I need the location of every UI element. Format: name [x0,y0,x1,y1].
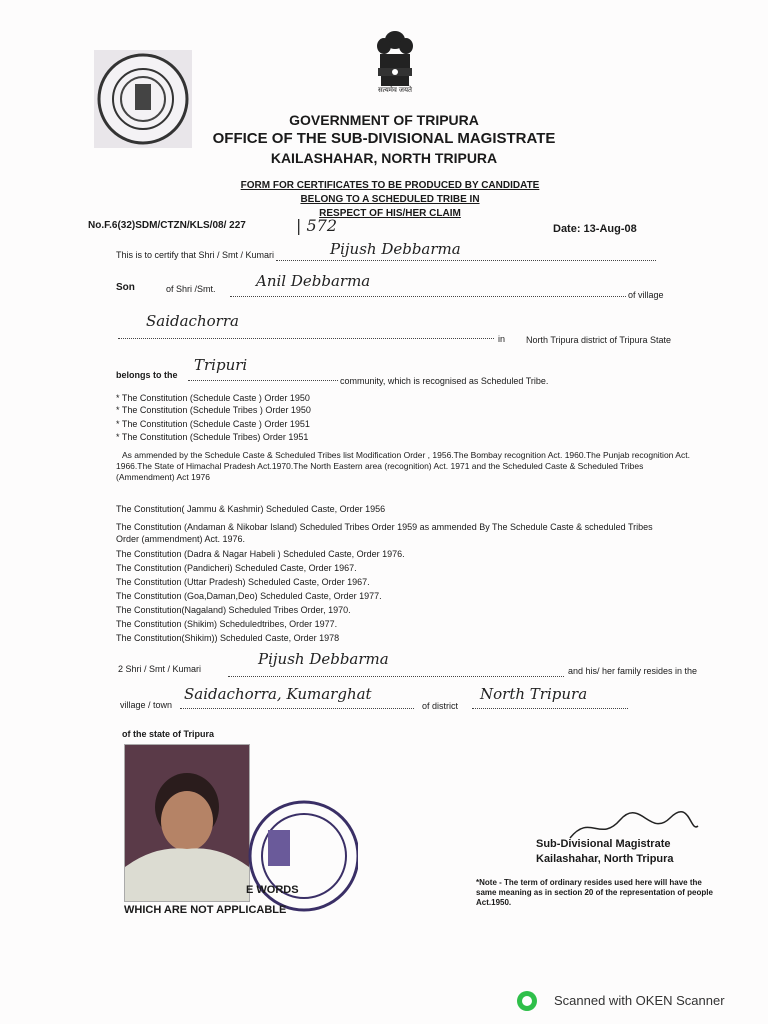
candidate-name: Pijush Debbarma [330,240,461,258]
para2-name: Pijush Debbarma [258,650,389,668]
of-village-label: of village [628,290,664,300]
father-name: Anil Debbarma [256,272,371,290]
community-suffix: community, which is recognised as Scheduled Tribe. [340,376,549,386]
scanner-watermark: Scanned with OKEN Scanner [554,993,725,1008]
order-line: * The Constitution (Schedule Caste ) Order 1951 [116,419,310,429]
certificate-date: Date: 13-Aug-08 [553,223,637,235]
round-office-stamp [236,772,358,922]
son-label: Son [116,282,135,293]
footnote: *Note - The term of ordinary resides used here will have the same meaning as in section 20 of the representation of people Act.1950. [476,878,713,907]
constitution-line: The Constitution (Pandicheri) Scheduled Caste, Order 1967. [116,563,357,573]
para2-suffix: and his/ her family resides in the [568,666,698,676]
constitution-line: The Constitution(Nagaland) Scheduled Tribes Order, 1970. [116,605,351,615]
constitution-line: The Constitution (Dadra & Nagar Habeli ) Scheduled Caste, Order 1976. [116,549,405,559]
of-district-label: of district [422,701,459,711]
order-line: * The Constitution (Schedule Tribes) Order 1951 [116,432,309,442]
stamp-overlay-words: E WORDS [246,884,299,896]
of-shri-label: of Shri /Smt. [166,284,216,294]
state-emblem [372,28,418,100]
village-name: Saidachorra [146,312,239,330]
state-line: of the state of Tripura [122,729,215,739]
order-line: * The Constitution (Schedule Caste ) Order 1950 [116,393,310,403]
constitution-line: The Constitution (Uttar Pradesh) Scheduled Caste, Order 1967. [116,577,370,587]
district-name: North Tripura [480,685,588,703]
form-title-1: FORM FOR CERTIFICATES TO BE PRODUCED BY CANDIDATE [240,180,540,191]
not-applicable-text: WHICH ARE NOT APPLICABLE [124,904,287,916]
district-state-text: North Tripura district of Tripura State [526,335,672,345]
constitution-line: The Constitution(Shikim)) Scheduled Caste, Order 1978 [116,633,340,643]
reference-handwritten: | 572 [296,216,338,235]
emblem-caption: सत्यमेव जयते [377,87,413,94]
constitution-line: The Constitution( Jammu & Kashmir) Scheduled Caste, Order 1956 [116,504,386,514]
para2-prefix: 2 Shri / Smt / Kumari [118,664,202,674]
constitution-line: The Constitution (Goa,Daman,Deo) Scheduled Caste, Order 1977. [116,591,382,601]
signatory-title: Sub-Divisional Magistrate [536,838,671,850]
belongs-prefix: belongs to the [116,370,178,380]
candidate-photo [124,744,250,902]
reference-number: No.F.6(32)SDM/CTZN/KLS/08/ 227 [88,220,246,231]
header-line-1: GOVERNMENT OF TRIPURA [289,112,479,128]
amendment-paragraph: As ammended by the Schedule Caste & Scheduled Tribes list Modification Order , 1956.The Bombay recognition Act. 1960.The Punjab recognition Act. 1966.The State of Himachal Pradesh Act.1970.The North Eastern area (recognition) Act. 1971 and the Scheduled Caste & Scheduled Tribes (Ammendment) Act 1976 [116,450,690,482]
header-line-3: KAILASHAHAR, NORTH TRIPURA [270,150,498,166]
village-town-label: village / town [120,700,173,710]
header-line-2: OFFICE OF THE SUB-DIVISIONAL MAGISTRATE [212,130,556,147]
community-name: Tripuri [194,356,248,374]
form-title-3: RESPECT OF HIS/HER CLAIM [319,208,461,219]
order-line: * The Constitution (Schedule Tribes ) Order 1950 [116,405,311,415]
signatory-office: Kailashahar, North Tripura [536,853,674,865]
constitution-line: The Constitution (Andaman & Nikobar Island) Scheduled Tribes Order 1959 as ammended By The Schedule Caste & scheduled Tribes Order (ammendment) Act. 1976. [116,522,653,544]
form-title-2: BELONG TO A SCHEDULED TRIBE IN [300,194,480,205]
in-label: in [498,334,506,344]
constitution-line: The Constitution (Shikim) Scheduledtribes, Order 1977. [116,619,338,629]
scanner-logo-icon [516,990,538,1012]
certify-prefix: This is to certify that Shri / Smt / Kumari [116,250,275,260]
village-town: Saidachorra, Kumarghat [184,685,372,703]
